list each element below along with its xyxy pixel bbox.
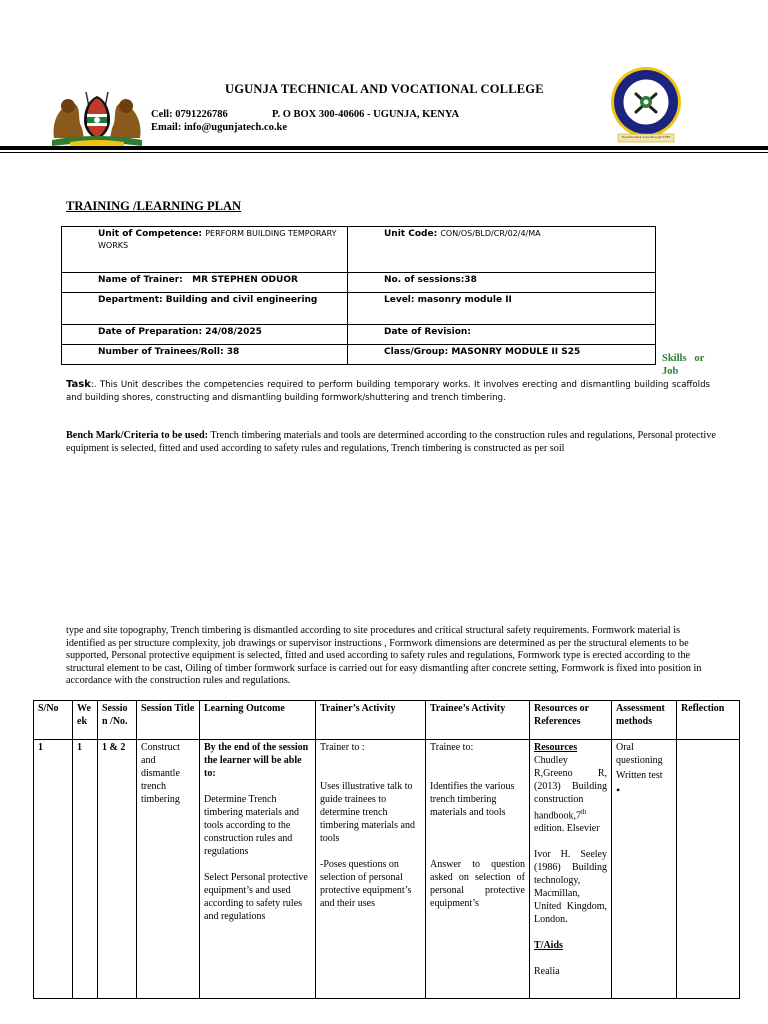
- college-email: Email: info@ugunjatech.co.ke: [151, 122, 288, 133]
- skills-job-label: [662, 352, 704, 378]
- header-sno: S/No: [34, 701, 73, 740]
- cell-trainee-activity: [426, 740, 530, 999]
- lo-item: Determine Trench timbering materials and tools according to the construction rules and regulations: [204, 794, 299, 857]
- college-name: UGUNJA TECHNICAL AND VOCATIONAL COLLEGE: [225, 82, 544, 96]
- header-week: Week: [73, 701, 98, 740]
- lo-item: Select Personal protective equipment’s and used according to safety rules and regulations: [204, 872, 308, 922]
- task-text: :. This Unit describes the competencies required to perform building temporary works. It involves erecting and dismantling building scaffolds and building shores, constructing and dismantling building formwork/shuttering and trench timbering.: [66, 380, 710, 403]
- teaching-aids-heading: T/Aids: [534, 940, 563, 952]
- bullet: •: [616, 783, 621, 797]
- resources-heading: Resources: [534, 742, 578, 753]
- resource-text-2: edition. Elsevier: [534, 823, 600, 835]
- trainee-intro: Trainee to:: [430, 742, 474, 753]
- assessment-item: Oral questioning: [616, 742, 663, 766]
- trainer-value: MR STEPHEN ODUOR: [192, 275, 298, 285]
- kenya-coat-of-arms-logo: [48, 88, 146, 150]
- unit-code-value: CON/OS/BLD/CR/02/4/MA: [440, 229, 541, 238]
- logo-motto: Transforming lives through TVET: [621, 135, 671, 139]
- header-learning-outcome: Learning Outcome: [200, 701, 316, 740]
- lo-intro: By the end of the session the learner will be able to:: [204, 742, 309, 779]
- cell-reflection: [677, 740, 740, 999]
- cell-sno: 1: [34, 740, 73, 999]
- task-paragraph: [66, 378, 710, 405]
- header-divider: [0, 146, 768, 150]
- plan-title: TRAINING /LEARNING PLAN: [66, 199, 242, 213]
- sessions-cell: No. of sessions:38: [348, 273, 656, 293]
- trainees-cell: Number of Trainees/Roll: 38: [62, 345, 348, 365]
- college-phone: Cell: 0791226786: [151, 109, 228, 120]
- task-label: Task: [66, 379, 91, 390]
- unit-code-cell: [348, 227, 656, 273]
- header-divider-thin: [0, 152, 768, 153]
- header-reflection: Reflection: [677, 701, 740, 740]
- unit-of-competence-cell: [62, 227, 348, 273]
- benchmark-paragraph: [66, 430, 716, 455]
- cell-resources: [530, 740, 612, 999]
- session-plan-table: [33, 700, 740, 999]
- cell-trainer-activity: [316, 740, 426, 999]
- benchmark-continued: type and site topography, Trench timbering is dismantled according to site procedures and critical structural safety requirements. Formwork material is identified as per structure complexity, job drawings or supervisor instructions , Formwork dimensions are determined as per the structural elements to be supported, Personal protective equipment is selected, fitted and used according to safety rules and regulations, Formwork type is erected according to the structural element to be cast, Oiling of timber formwork surface is carried out for easy dismantling after concrete setting, Formwork is fixed into position in accordance with the construction rules and regulations.: [66, 625, 702, 686]
- plan-info-table: [61, 226, 656, 365]
- header-assessment: Assessment methods: [612, 701, 677, 740]
- resource-item: Ivor H. Seeley (1986) Building technology, Macmillan, United Kingdom, London.: [534, 849, 607, 926]
- resource-item: [534, 754, 607, 835]
- resource-sup: th: [580, 808, 587, 816]
- cell-week: 1: [73, 740, 98, 999]
- department-cell: Department: Building and civil engineering: [62, 293, 348, 325]
- trainer-intro: Trainer to :: [320, 742, 365, 753]
- cell-session: 1 & 2: [98, 740, 137, 999]
- resource-text: Chudley R,Greeno R, (2013) Building construction handbook,7: [534, 755, 607, 822]
- trainer-cell: [62, 273, 348, 293]
- header-session-no: Session /No.: [98, 701, 137, 740]
- unit-of-competence-label: Unit of Competence:: [98, 229, 203, 239]
- cell-assessment: [612, 740, 677, 999]
- date-prep-cell: Date of Preparation: 24/08/2025: [62, 325, 348, 345]
- trainer-item: -Poses questions on selection of personal protective equipment’s and their uses: [320, 859, 412, 909]
- header-session-title: Session Title: [137, 701, 200, 740]
- level-cell: Level: masonry module II: [348, 293, 656, 325]
- unit-of-competence-value: PERFORM BUILDING TEMPORARY WORKS: [98, 229, 337, 250]
- assessment-item: Written test: [616, 770, 663, 781]
- table-row: [34, 740, 740, 999]
- cell-learning-outcome: [200, 740, 316, 999]
- skills-label-line1: Skills or: [662, 353, 705, 364]
- trainee-item: Answer to question asked on selection of personal protective equipment’s: [430, 859, 525, 909]
- date-rev-cell: Date of Revision:: [348, 325, 656, 345]
- college-seal-logo: [604, 66, 688, 146]
- header-trainer-activity: Trainer’s Activity: [316, 701, 426, 740]
- unit-code-label: Unit Code:: [384, 229, 438, 239]
- trainer-item: Uses illustrative talk to guide trainees to determine trench timbering materials and tools: [320, 781, 415, 844]
- benchmark-text: Trench timbering materials and tools are determined according to the construction rules and regulations, Personal protective equipment is selected, fitted and used according to safety rules and regulations, Trench timbering is constructed as per soil: [66, 430, 716, 454]
- teaching-aid-item: Realia: [534, 966, 560, 978]
- trainee-item: Identifies the various trench timbering materials and tools: [430, 781, 515, 818]
- benchmark-label: Bench Mark/Criteria to be used:: [66, 430, 209, 441]
- table-header-row: [34, 701, 740, 740]
- college-address: P. O BOX 300-40606 - UGUNJA, KENYA: [272, 109, 460, 120]
- trainer-label: Name of Trainer:: [98, 275, 183, 285]
- cell-session-title: Construct and dismantle trench timbering: [137, 740, 200, 999]
- header-resources: Resources or References: [530, 701, 612, 740]
- class-group-cell: Class/Group: MASONRY MODULE II S25: [348, 345, 656, 365]
- header-trainee-activity: Trainee’s Activity: [426, 701, 530, 740]
- skills-label-line2: Job: [662, 366, 679, 377]
